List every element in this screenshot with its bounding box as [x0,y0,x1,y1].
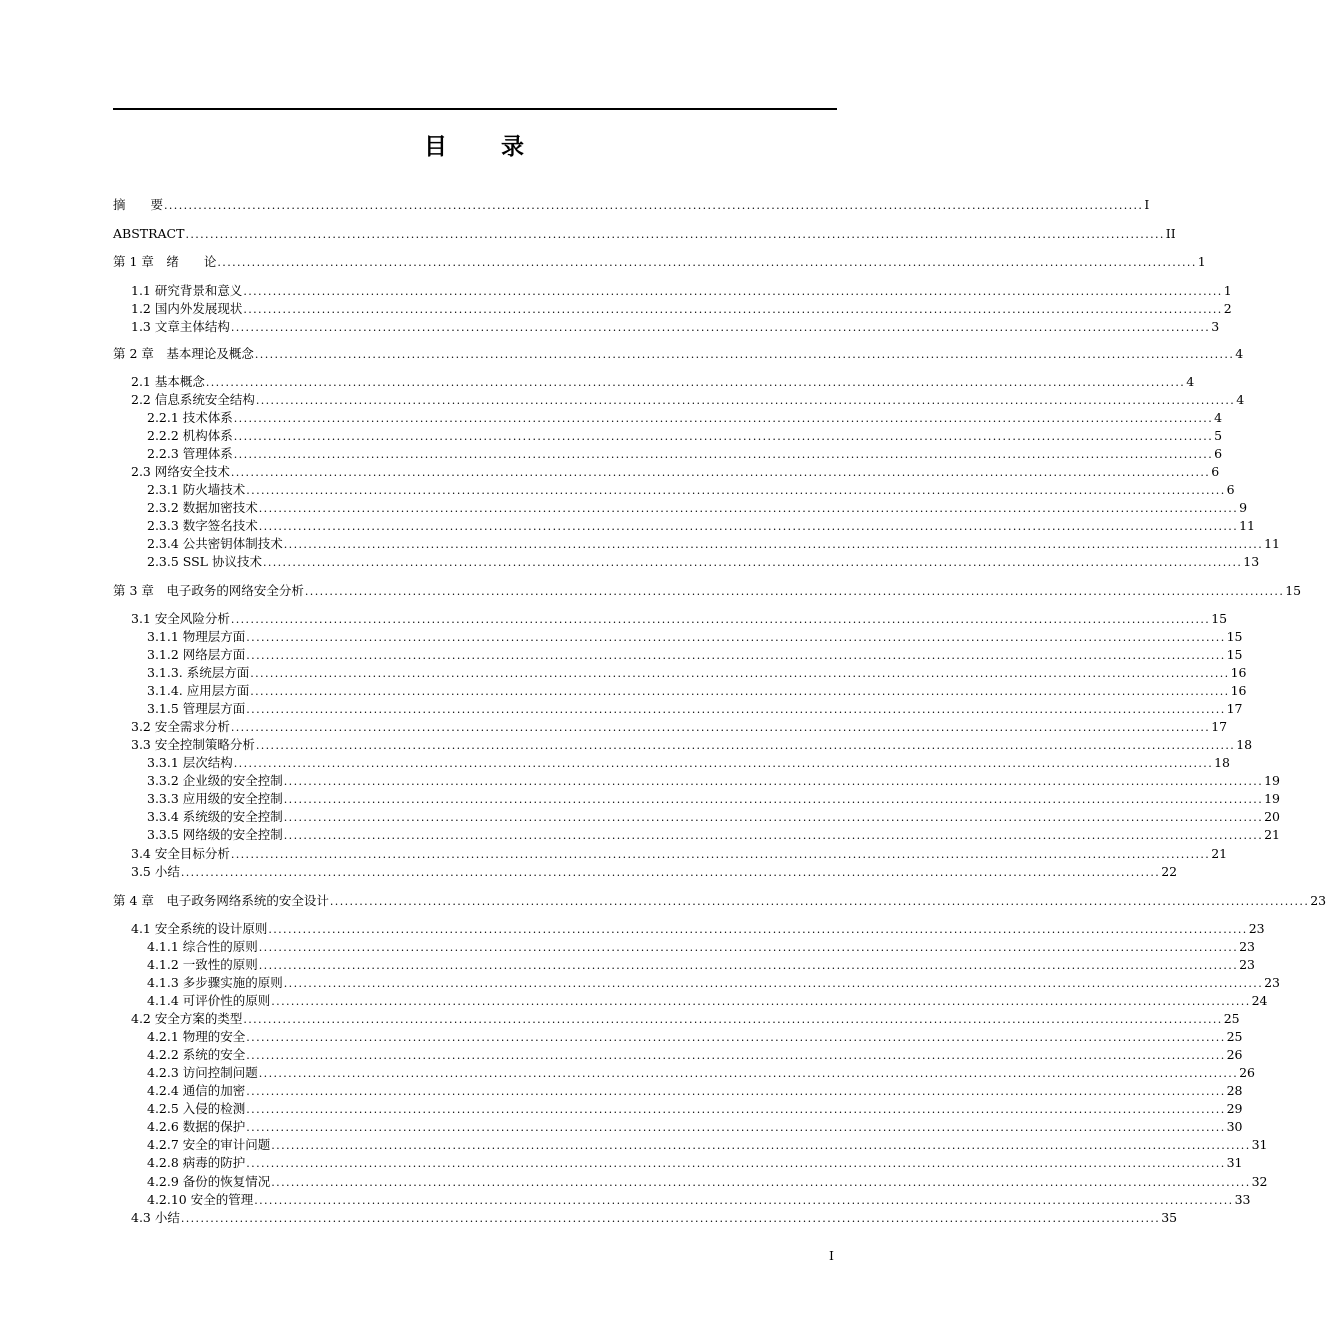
toc-entry-label: 4.2.3 访问控制问题 [147,1065,258,1080]
toc-entry-page: 23 [1239,939,1256,954]
toc-entry-page: 6 [1211,464,1220,479]
toc-entry[interactable] [113,345,1244,363]
toc-entry-label: 4.2.5 入侵的检测 [147,1101,246,1116]
toc-entry-page: 33 [1234,1192,1251,1207]
toc-entry-page: 11 [1239,518,1256,533]
toc-entry-label: 1.3 文章主体结构 [131,319,230,334]
toc-entry-page: 4 [1236,392,1245,407]
toc-entry-page: 11 [1264,536,1281,551]
toc-leader-dots: ........................................................................................................................................................................................................ [246,1157,1226,1170]
toc-entry-page: 2 [1223,301,1232,316]
toc-leader-dots: ........................................................................................................................................................................................................ [230,321,1211,334]
toc-entry[interactable] [147,535,1281,553]
toc-entry-page: II [1165,226,1176,241]
toc-leader-dots: ........................................................................................................................................................................................................ [180,866,1161,879]
toc-leader-dots: ........................................................................................................................................................................................................ [233,448,1214,461]
toc-entry-label: 3.1.5 管理层方面 [147,701,246,716]
toc-leader-dots: ........................................................................................................................................................................................................ [205,376,1186,389]
toc-entry-label: 3.3.5 网络级的安全控制 [147,827,283,842]
toc-leader-dots: ........................................................................................................................................................................................................ [258,502,1239,515]
toc-entry-label: 4.2.4 通信的加密 [147,1083,246,1098]
toc-entry[interactable] [147,682,1247,700]
toc-leader-dots: ........................................................................................................................................................................................................ [283,793,1264,806]
toc-entry-page: 31 [1251,1137,1268,1152]
toc-leader-dots: ........................................................................................................................................................................................................ [246,484,1226,497]
toc-entry-label: 1.1 研究背景和意义 [131,283,243,298]
toc-leader-dots: ........................................................................................................................................................................................................ [246,1085,1226,1098]
toc-leader-dots: ........................................................................................................................................................................................................ [250,667,1230,680]
toc-entry-page: 19 [1264,791,1281,806]
toc-entry-label: 4.2 安全方案的类型 [131,1011,243,1026]
toc-entry[interactable] [147,481,1235,499]
toc-entry[interactable] [147,790,1281,808]
toc-entry-page: 13 [1243,554,1260,569]
toc-leader-dots: ........................................................................................................................................................................................................ [283,811,1264,824]
toc-leader-dots: ........................................................................................................................................................................................................ [258,520,1239,533]
toc-entry[interactable] [113,225,1176,243]
toc-leader-dots: ........................................................................................................................................................................................................ [304,585,1285,598]
toc-leader-dots: ........................................................................................................................................................................................................ [164,199,1144,212]
toc-entry[interactable] [147,772,1281,790]
toc-entry-page: 24 [1251,993,1268,1008]
toc-leader-dots: ........................................................................................................................................................................................................ [254,1194,1234,1207]
toc-entry-label: 4.2.8 病毒的防护 [147,1155,246,1170]
toc-entry[interactable] [147,1118,1243,1136]
toc-entry-label: 3.5 小结 [131,864,180,879]
toc-entry-label: 4.1.4 可评价性的原则 [147,993,271,1008]
toc-entry[interactable] [147,445,1223,463]
toc-leader-dots: ........................................................................................................................................................................................................ [246,649,1226,662]
toc-entry-page: 9 [1239,500,1248,515]
toc-entry-label: 3.3.2 企业级的安全控制 [147,773,283,788]
toc-leader-dots: ........................................................................................................................................................................................................ [230,848,1211,861]
toc-entry-label: 2.3.5 SSL 协议技术 [147,554,262,569]
toc-leader-dots: ........................................................................................................................................................................................................ [258,941,1239,954]
toc-entry-label: 3.1 安全风险分析 [131,611,230,626]
toc-entry[interactable] [147,956,1256,974]
toc-leader-dots: ........................................................................................................................................................................................................ [243,285,1223,298]
toc-entry[interactable] [131,845,1228,863]
toc-entry[interactable] [113,253,1206,271]
toc-entry-page: I [1144,197,1150,212]
toc-entry-page: 3 [1211,319,1220,334]
toc-entry[interactable] [147,499,1248,517]
toc-entry[interactable] [147,1100,1243,1118]
title-left-char: 目 [424,134,449,160]
toc-entry-label: 第 2 章 基本理论及概念 [113,346,254,361]
toc-entry-page: 21 [1211,846,1228,861]
toc-entry-page: 26 [1226,1047,1243,1062]
toc-leader-dots: ........................................................................................................................................................................................................ [233,757,1214,770]
toc-leader-dots: ........................................................................................................................................................................................................ [246,1049,1226,1062]
toc-entry[interactable] [147,974,1281,992]
toc-entry-page: 28 [1226,1083,1243,1098]
toc-entry-page: 15 [1226,647,1243,662]
toc-entry-label: 2.2 信息系统安全结构 [131,392,255,407]
toc-entry[interactable] [147,553,1260,571]
toc-entry-page: 20 [1264,809,1281,824]
toc-entry-label: 2.2.1 技术体系 [147,410,233,425]
toc-entry-label: 第 4 章 电子政务网络系统的安全设计 [113,893,329,908]
toc-entry[interactable] [147,1173,1268,1191]
toc-entry-label: 4.1.2 一致性的原则 [147,957,258,972]
toc-entry[interactable] [147,1046,1243,1064]
toc-leader-dots: ........................................................................................................................................................................................................ [329,895,1310,908]
toc-leader-dots: ........................................................................................................................................................................................................ [283,775,1264,788]
toc-entry-label: 2.3.4 公共密钥体制技术 [147,536,283,551]
toc-entry[interactable] [113,582,1302,600]
toc-entry[interactable] [131,373,1195,391]
toc-entry-page: 25 [1223,1011,1240,1026]
toc-leader-dots: ........................................................................................................................................................................................................ [283,538,1264,551]
toc-entry[interactable] [147,427,1223,445]
toc-entry-page: 23 [1239,957,1256,972]
toc-entry-page: 26 [1239,1065,1256,1080]
toc-entry-label: 4.2.9 备份的恢复情况 [147,1174,271,1189]
toc-entry-page: 23 [1248,921,1265,936]
toc-entry-page: 5 [1214,428,1223,443]
toc-leader-dots: ........................................................................................................................................................................................................ [246,1031,1226,1044]
toc-entry[interactable] [147,409,1223,427]
toc-entry[interactable] [147,1191,1251,1209]
toc-entry-page: 16 [1230,683,1247,698]
toc-entry[interactable] [131,300,1232,318]
toc-entry-label: 3.1.1 物理层方面 [147,629,246,644]
toc-entry-page: 15 [1285,583,1302,598]
toc-entry-page: 35 [1161,1210,1178,1225]
toc-leader-dots: ........................................................................................................................................................................................................ [271,1176,1251,1189]
toc-entry-label: 第 3 章 电子政务的网络安全分析 [113,583,304,598]
toc-entry[interactable] [131,920,1265,938]
toc-entry-label: 2.3.3 数字签名技术 [147,518,258,533]
toc-entry[interactable] [131,1010,1240,1028]
toc-entry-page: 31 [1226,1155,1243,1170]
toc-entry-page: 4 [1235,346,1244,361]
toc-entry-label: 1.2 国内外发展现状 [131,301,243,316]
toc-entry-label: 4.1.3 多步骤实施的原则 [147,975,283,990]
toc-entry[interactable] [131,391,1245,409]
toc-leader-dots: ........................................................................................................................................................................................................ [283,829,1264,842]
toc-entry-label: 2.3.2 数据加密技术 [147,500,258,515]
toc-leader-dots: ........................................................................................................................................................................................................ [230,466,1211,479]
toc-entry[interactable] [147,1028,1243,1046]
toc-entry[interactable] [147,938,1256,956]
toc-leader-dots: ........................................................................................................................................................................................................ [262,556,1243,569]
toc-entry-label: 3.3.3 应用级的安全控制 [147,791,283,806]
toc-entry-label: 4.1.1 综合性的原则 [147,939,258,954]
toc-entry-label: 3.3 安全控制策略分析 [131,737,255,752]
toc-entry-label: 4.3 小结 [131,1210,180,1225]
toc-entry[interactable] [147,664,1247,682]
toc-entry[interactable] [131,318,1220,336]
toc-entry-label: 2.3 网络安全技术 [131,464,230,479]
toc-leader-dots: ........................................................................................................................................................................................................ [258,1067,1239,1080]
toc-leader-dots: ........................................................................................................................................................................................................ [254,348,1235,361]
toc-leader-dots: ........................................................................................................................................................................................................ [271,1139,1251,1152]
toc-entry[interactable] [147,700,1243,718]
toc-leader-dots: ........................................................................................................................................................................................................ [246,1103,1226,1116]
toc-entry[interactable] [131,282,1232,300]
toc-entry-label: 4.2.2 系统的安全 [147,1047,246,1062]
toc-entry[interactable] [131,863,1178,881]
toc-entry-label: 3.3.1 层次结构 [147,755,233,770]
toc-entry-label: 2.1 基本概念 [131,374,205,389]
toc-entry-label: 第 1 章 绪 论 [113,254,217,269]
toc-entry-label: 摘 要 [113,197,164,212]
title-right-char: 录 [501,134,526,160]
toc-entry[interactable] [147,992,1268,1010]
toc-entry-label: 4.2.7 安全的审计问题 [147,1137,271,1152]
toc-entry-label: 3.4 安全目标分析 [131,846,230,861]
toc-leader-dots: ........................................................................................................................................................................................................ [230,721,1211,734]
toc-entry-page: 1 [1197,254,1206,269]
toc-entry-label: 3.1.3. 系统层方面 [147,665,250,680]
toc-leader-dots: ........................................................................................................................................................................................................ [250,685,1230,698]
toc-entry-page: 32 [1251,1174,1268,1189]
toc-entry-page: 4 [1186,374,1195,389]
toc-entry[interactable] [147,826,1281,844]
toc-entry[interactable] [113,892,1326,910]
toc-entry-page: 23 [1310,893,1326,908]
toc-leader-dots: ........................................................................................................................................................................................................ [243,303,1223,316]
toc-entry[interactable] [131,1209,1178,1227]
toc-entry-page: 4 [1214,410,1223,425]
toc-entry-label: 4.2.6 数据的保护 [147,1119,246,1134]
toc-entry-label: 2.3.1 防火墙技术 [147,482,246,497]
toc-entry-label: ABSTRACT [113,226,185,241]
toc-entry-page: 17 [1226,701,1243,716]
toc-entry-page: 25 [1226,1029,1243,1044]
toc-leader-dots: ........................................................................................................................................................................................................ [255,394,1236,407]
toc-entry[interactable] [131,463,1220,481]
toc-entry-page: 15 [1211,611,1228,626]
toc-leader-dots: ........................................................................................................................................................................................................ [233,430,1214,443]
toc-entry-page: 23 [1264,975,1281,990]
toc-entry[interactable] [113,196,1150,214]
toc-entry-label: 3.1.2 网络层方面 [147,647,246,662]
toc-entry[interactable] [147,628,1243,646]
toc-entry-label: 3.3.4 系统级的安全控制 [147,809,283,824]
toc-entry[interactable] [131,610,1228,628]
toc-leader-dots: ........................................................................................................................................................................................................ [246,631,1226,644]
toc-entry-page: 18 [1236,737,1253,752]
toc-leader-dots: ........................................................................................................................................................................................................ [233,412,1214,425]
toc-entry[interactable] [147,808,1281,826]
toc-entry[interactable] [147,754,1231,772]
toc-entry[interactable] [147,517,1256,535]
toc-leader-dots: ........................................................................................................................................................................................................ [246,1121,1226,1134]
toc-entry-label: 2.2.3 管理体系 [147,446,233,461]
toc-leader-dots: ........................................................................................................................................................................................................ [243,1013,1223,1026]
toc-leader-dots: ........................................................................................................................................................................................................ [185,228,1165,241]
toc-entry-label: 2.2.2 机构体系 [147,428,233,443]
toc-entry[interactable] [147,1154,1243,1172]
toc-entry-page: 18 [1214,755,1231,770]
toc-entry-page: 29 [1226,1101,1243,1116]
toc-leader-dots: ........................................................................................................................................................................................................ [268,923,1248,936]
page-number-footer: I [829,1248,834,1263]
toc-entry[interactable] [147,1136,1268,1154]
toc-leader-dots: ........................................................................................................................................................................................................ [271,995,1251,1008]
toc-entry-page: 16 [1230,665,1247,680]
toc-entry[interactable] [147,1082,1243,1100]
toc-entry[interactable] [147,1064,1256,1082]
toc-entry-label: 4.2.10 安全的管理 [147,1192,254,1207]
toc-entry-page: 21 [1264,827,1281,842]
toc-entry-label: 3.2 安全需求分析 [131,719,230,734]
toc-entry-label: 4.2.1 物理的安全 [147,1029,246,1044]
toc-leader-dots: ........................................................................................................................................................................................................ [255,739,1236,752]
toc-leader-dots: ........................................................................................................................................................................................................ [246,703,1226,716]
toc-leader-dots: ........................................................................................................................................................................................................ [230,613,1211,626]
toc-entry-label: 3.1.4. 应用层方面 [147,683,250,698]
toc-entry[interactable] [131,736,1253,754]
toc-leader-dots: ........................................................................................................................................................................................................ [217,256,1197,269]
toc-entry-page: 6 [1214,446,1223,461]
toc-entry-page: 6 [1226,482,1235,497]
toc-entry[interactable] [147,646,1243,664]
toc-entry-page: 17 [1211,719,1228,734]
toc-entry[interactable] [131,718,1228,736]
toc-leader-dots: ........................................................................................................................................................................................................ [180,1212,1161,1225]
toc-leader-dots: ........................................................................................................................................................................................................ [258,959,1239,972]
toc-entry-page: 19 [1264,773,1281,788]
toc-entry-page: 30 [1226,1119,1243,1134]
toc-leader-dots: ........................................................................................................................................................................................................ [283,977,1264,990]
toc-entry-page: 22 [1161,864,1178,879]
toc-entry-page: 15 [1226,629,1243,644]
toc-entry-label: 4.1 安全系统的设计原则 [131,921,268,936]
toc-entry-page: 1 [1223,283,1232,298]
